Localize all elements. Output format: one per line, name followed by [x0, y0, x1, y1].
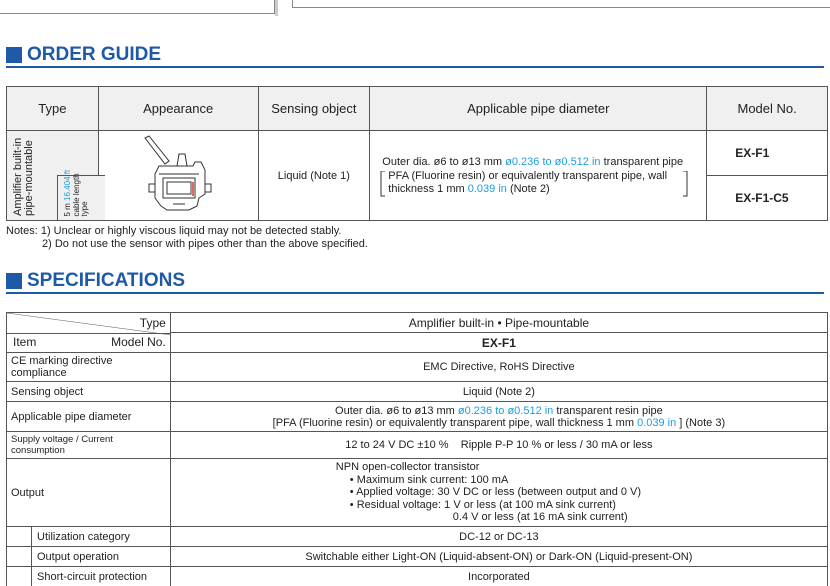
- bracket-left-icon: [380, 171, 386, 197]
- util-label: Utilization category: [7, 527, 171, 547]
- short-label: Short-circuit protection: [7, 567, 171, 586]
- spec-row-sensing: [7, 382, 828, 402]
- spec-row-utilization: [7, 527, 828, 547]
- sensing-value: Liquid (Note 2): [170, 382, 827, 402]
- type-cell: [7, 131, 99, 221]
- corner-model-label: Model No.: [111, 335, 166, 349]
- specifications-heading: [6, 270, 824, 294]
- note-1: Notes: 1) Unclear or highly viscous liquid may not be detected stably.: [6, 225, 342, 237]
- spec-type-value: Amplifier built-in • Pipe-mountable: [170, 313, 827, 333]
- pipe-diameter-cell: Outer dia. ø6 to ø13 mm ø0.236 to ø0.512 in transparent pipe PFA (Fluorine resin) or equivalently transparent pipe, wall thickness 1 mm 0.039 in (Note 2): [370, 131, 707, 221]
- header-type: Type: [7, 87, 99, 131]
- specifications-table: [6, 312, 828, 586]
- appearance-cell: [98, 131, 258, 221]
- spec-row-supply: [7, 432, 828, 459]
- sensor-drawing-icon: [133, 134, 223, 218]
- spec-row-pipe: [7, 402, 828, 432]
- spec-corner-cell: [7, 313, 171, 353]
- sensing-object-cell: Liquid (Note 1): [258, 131, 370, 221]
- order-guide-table: [6, 86, 828, 221]
- model-ex-f1: EX-F1: [707, 131, 828, 176]
- order-header-row: [7, 87, 828, 131]
- corner-type-label: Type: [139, 316, 166, 330]
- supply-value: 12 to 24 V DC ±10 % Ripple P-P 10 % or less / 30 mA or less: [170, 432, 827, 459]
- specifications-title: SPECIFICATIONS: [27, 270, 185, 291]
- bracket-right-icon: [682, 171, 688, 197]
- output-value: NPN open-collector transistor • Maximum sink current: 100 mA • Applied voltage: 30 V DC or less (between output and 0 V) • Residual voltage: 1 V or less (at 100 mA sink current) 0.4 V or less (at 16 mA sink current): [170, 459, 827, 527]
- ce-value: EMC Directive, RoHS Directive: [170, 353, 827, 382]
- spec-row-output: [7, 459, 828, 527]
- op-label: Output operation: [7, 547, 171, 567]
- ce-label: CE marking directive compliance: [7, 353, 171, 382]
- sensing-label: Sensing object: [7, 382, 171, 402]
- pipe-label: Applicable pipe diameter: [7, 402, 171, 432]
- order-guide-title: ORDER GUIDE: [27, 44, 162, 65]
- corner-item-label: Item: [13, 335, 37, 349]
- op-value: Switchable either Light-ON (Liquid-absent-ON) or Dark-ON (Liquid-present-ON): [170, 547, 827, 567]
- short-value: Incorporated: [170, 567, 827, 586]
- spec-row-output-operation: [7, 547, 828, 567]
- type-main-label: Amplifier built-in pipe-mountable: [12, 137, 35, 216]
- order-guide-heading: [6, 44, 824, 68]
- previous-table-fragment: [292, 0, 830, 8]
- header-appearance: Appearance: [98, 87, 258, 131]
- note-2: 2) Do not use the sensor with pipes other than the above specified.: [42, 238, 368, 250]
- output-label: Output: [7, 459, 171, 527]
- spec-row-ce: [7, 353, 828, 382]
- supply-label: Supply voltage / Current consumption: [7, 432, 171, 459]
- spec-row-short-circuit: [7, 567, 828, 586]
- spec-model-value: EX-F1: [170, 333, 827, 353]
- heading-square-icon: [6, 273, 22, 289]
- header-model-no: Model No.: [707, 87, 828, 131]
- type-sub-label: 5 m 16.404 ft cable length type: [63, 169, 89, 216]
- pipe-value: Outer dia. ø6 to ø13 mm ø0.236 to ø0.512 in transparent resin pipe [PFA (Fluorine resin) or equivalently transparent pipe, wall thickness 1 mm 0.039 in ] (Note 3): [170, 402, 827, 432]
- util-value: DC-12 or DC-13: [170, 527, 827, 547]
- header-sensing-object: Sensing object: [258, 87, 370, 131]
- model-ex-f1-c5: EX-F1-C5: [707, 176, 828, 221]
- previous-panel-fragment: [0, 0, 275, 14]
- header-pipe-diameter: Applicable pipe diameter: [370, 87, 707, 131]
- order-notes: [6, 225, 368, 251]
- heading-square-icon: [6, 47, 22, 63]
